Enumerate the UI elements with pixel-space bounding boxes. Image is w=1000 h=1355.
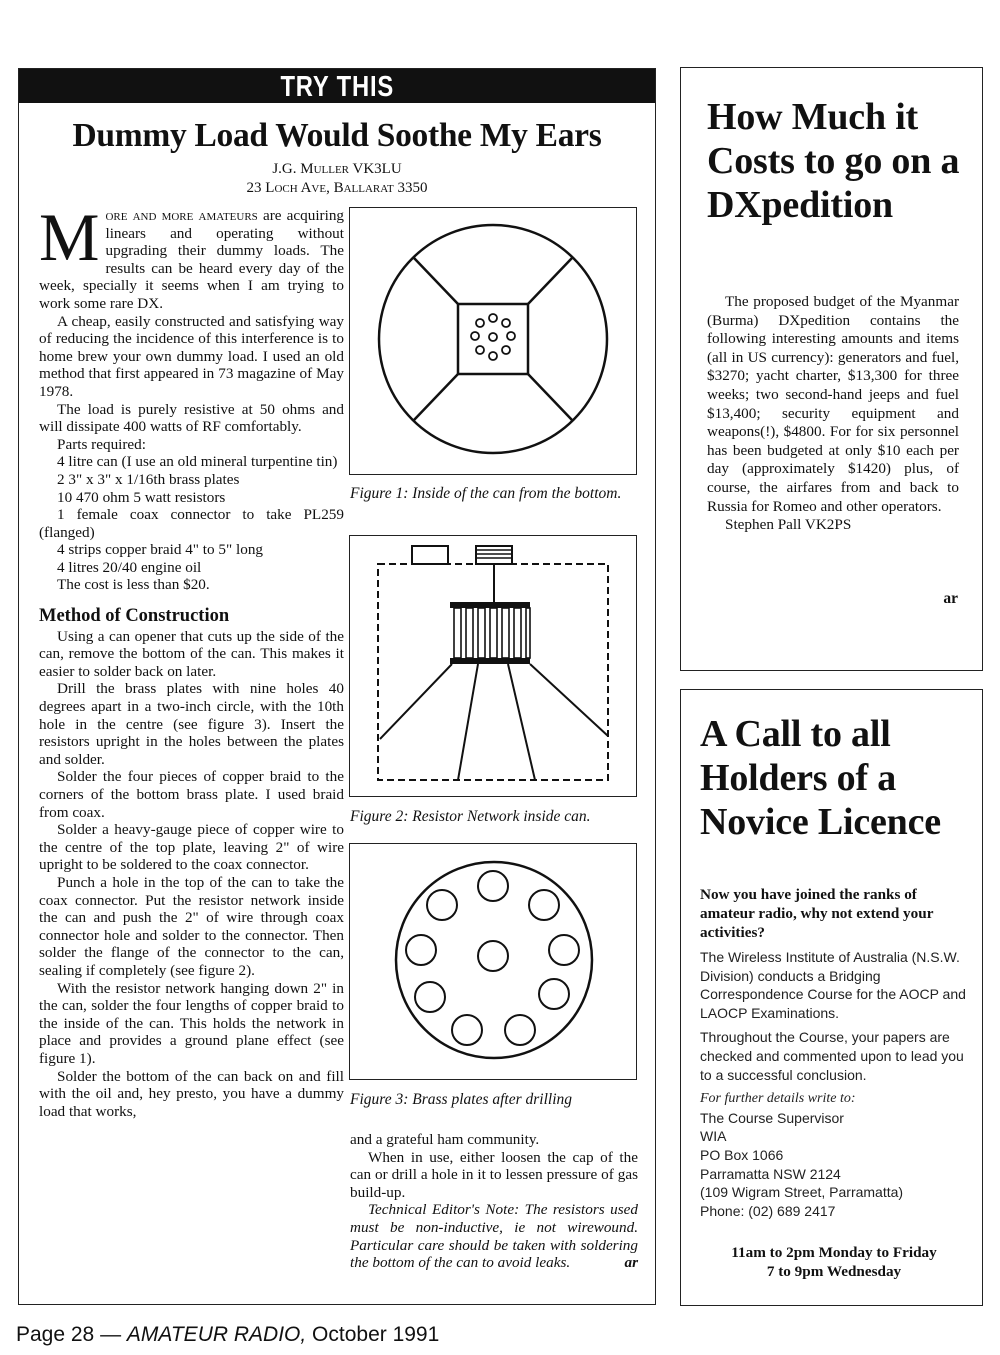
- article-author: J.G. Muller VK3LU: [272, 161, 402, 177]
- editor-note: [350, 1201, 638, 1271]
- figure-3-caption: Figure 3: Brass plates after drilling: [350, 1091, 573, 1108]
- address-line: (109 Wigram Street, Parramatta): [700, 1184, 904, 1201]
- parts-heading: Parts required:: [57, 435, 146, 453]
- dxpedition-end-mark: ar: [943, 590, 958, 607]
- editor-note-text: Technical Editor's Note: The resistors used must be non-inductive, ie not wirewound. Particular care should be taken with soldering the bottom of the can to avoid leaks.: [350, 1201, 638, 1272]
- part-item: The cost is less than $20.: [57, 576, 210, 594]
- hours-line: 11am to 2pm Monday to Friday: [731, 1244, 937, 1261]
- article-title: Dummy Load Would Soothe My Ears: [72, 117, 602, 154]
- method-paragraph: Solder the bottom of the can back on and fill with the oil and, hey presto, you have a dummy load that works,: [39, 1067, 344, 1120]
- figure-1-drawing: [350, 208, 635, 473]
- section-banner: TRY THIS: [19, 69, 655, 103]
- figure-2-caption: Figure 2: Resistor Network inside can.: [350, 808, 591, 825]
- figure-1: [349, 207, 637, 475]
- parts-list: [39, 436, 344, 594]
- address-line: WIA: [700, 1128, 727, 1145]
- lead-caps: ore and more amateurs: [105, 207, 258, 224]
- intro-text: are acquiring linears and operating without upgrading their dummy loads. The results can be heard every day of the week, specially it seems when I am trying to work some rare DX.: [39, 207, 345, 312]
- method-paragraph: Solder the four pieces of copper braid to the corners of the bottom brass plate. I used braid from coax.: [39, 768, 344, 821]
- novice-hours: [700, 1244, 968, 1281]
- novice-body: [700, 948, 968, 1220]
- closing-paragraph: When in use, either loosen the cap of the can or drill a hole in it to lessen pressure of gas build-up.: [350, 1148, 638, 1201]
- part-item: 1 female coax connector to take PL259 (flanged): [39, 506, 344, 541]
- page-number: Page 28 —: [16, 1323, 127, 1346]
- magazine-name: AMATEUR RADIO,: [126, 1323, 307, 1346]
- figure-3: [349, 843, 637, 1080]
- dxpedition-title: How Much it Costs to go on a DXpedition: [707, 96, 960, 226]
- figure-2-drawing: [350, 536, 635, 795]
- paragraph-2: A cheap, easily constructed and satisfying way of reducing the incidence of this interference is to home brew your own dummy load. I used an old method that first appeared in 73 magazine of May 1978.: [39, 312, 344, 400]
- novice-licence-box: [680, 689, 983, 1306]
- end-mark: ar: [624, 1254, 638, 1272]
- address-line: Parramatta NSW 2124: [700, 1165, 841, 1182]
- dxpedition-body: [707, 293, 959, 535]
- novice-lead: Now you have joined the ranks of amateur radio, why not extend your activities?: [700, 886, 934, 941]
- paragraph-3: The load is purely resistive at 50 ohms and will dissipate 400 watts of RF comfortably.: [39, 400, 344, 436]
- article-left-column: [39, 199, 345, 1120]
- figure-1-caption: Figure 1: Inside of the can from the bottom.: [350, 485, 622, 502]
- novice-paragraph-2: Throughout the Course, your papers are checked and commented upon to lead you to a successful conclusion.: [700, 1029, 964, 1083]
- method-paragraph: Punch a hole in the top of the can to take the coax connector. Put the resistor network inside the can and push the 2" of wire through coax connector hole and solder to the connector. Then solder the flange of the connector to the can, sealing if completely (see figure 2).: [39, 873, 344, 979]
- drop-cap: M: [39, 199, 100, 275]
- issue-date: October 1991: [306, 1323, 440, 1346]
- part-item: 4 litre can (I use an old mineral turpentine tin): [57, 453, 338, 471]
- method-paragraph: Using a can opener that cuts up the side of the can, remove the bottom of the can. This makes it easier to solder back on later.: [39, 627, 344, 680]
- address-line: PO Box 1066: [700, 1146, 784, 1163]
- continued-text: and a grateful ham community.: [350, 1131, 540, 1148]
- method-paragraph: With the resistor network hanging down 2" in the can, solder the four lengths of copper braid to the inside of the can. This holds the network in place and provides a ground plane effect (see figure 1).: [39, 979, 344, 1067]
- novice-details: For further details write to:: [700, 1091, 856, 1107]
- page-footer: [16, 1323, 439, 1347]
- dxpedition-box: [680, 67, 983, 671]
- part-item: 4 litres 20/40 engine oil: [57, 558, 202, 576]
- article-intro: [39, 199, 345, 313]
- dxpedition-author: Stephen Pall VK2PS: [725, 516, 852, 534]
- part-item: 2 3" x 3" x 1/16th brass plates: [57, 470, 240, 488]
- part-item: 10 470 ohm 5 watt resistors: [57, 488, 226, 506]
- method-heading: Method of Construction: [39, 606, 230, 627]
- method-paragraph: Drill the brass plates with nine holes 40 degrees apart in a two-inch circle, with the 10th hole in the centre (see figure 3). Insert the resistors upright in the holes between the plates and solder.: [39, 680, 344, 768]
- article-address: 23 Loch Ave, Ballarat 3350: [246, 180, 428, 196]
- figure-3-drawing: [350, 844, 635, 1078]
- try-this-article: [18, 68, 656, 1305]
- novice-paragraph-1: The Wireless Institute of Australia (N.S.W. Division) conducts a Bridging Correspondence Course for the AOCP and LAOCP Examinations.: [700, 949, 966, 1021]
- novice-title: A Call to all Holders of a Novice Licence: [700, 713, 941, 843]
- address-line: The Course Supervisor: [700, 1109, 844, 1126]
- part-item: 4 strips copper braid 4" to 5" long: [57, 541, 264, 559]
- address-line: Phone: (02) 689 2417: [700, 1202, 836, 1219]
- figure-2: [349, 535, 637, 797]
- hours-line: 7 to 9pm Wednesday: [766, 1262, 902, 1280]
- article-middle-column: [350, 1131, 638, 1272]
- method-paragraph: Solder a heavy-gauge piece of copper wire to the centre of the top plate, leaving 2" of wire upright to be soldered to the coax connector.: [39, 821, 344, 874]
- dxpedition-text: The proposed budget of the Myanmar (Burma) DXpedition contains the following interesting amounts and items (all in US currency): generators and fuel, $3270; yacht charter, $13,300 for three weeks; two second-hand jeeps and fuel $13,400; security equipment and weapons(!), $4800. For for six personnel has been budgeted at only $10 each per day (approximately $1420) plus, of course, the airfares from and back to Russia for Romeo and other operators.: [707, 293, 959, 515]
